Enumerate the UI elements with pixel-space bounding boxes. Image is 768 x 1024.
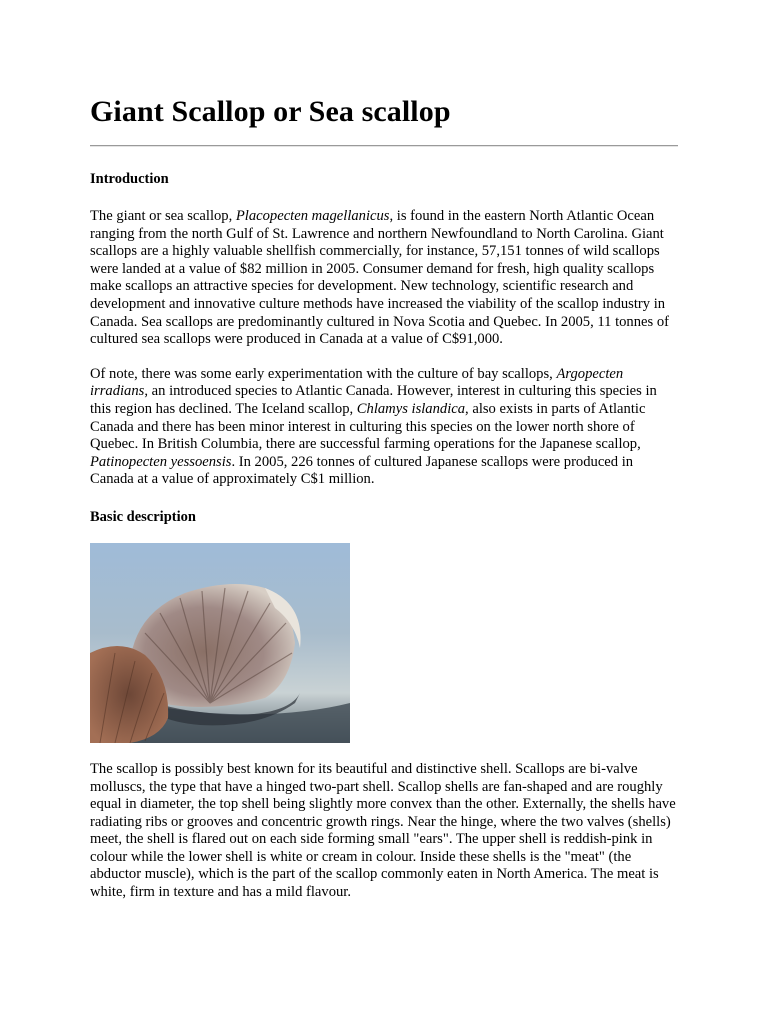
text-run: . In 2005, 226 tonnes of cultured Japanese scallops were produced in Canada at a value of approximately C$1 million. — [90, 453, 634, 488]
paragraph-intro-2 — [90, 366, 680, 489]
page-title: Giant Scallop or Sea scallop — [90, 95, 451, 128]
text-run: The giant or sea scallop, — [90, 208, 236, 224]
species-name: Patinopecten yessoensis — [90, 453, 232, 470]
paragraph-intro-1 — [90, 208, 680, 349]
species-name: Argopecten irradians — [90, 365, 624, 400]
text-run: Of note, there was some early experimentation with the culture of bay scallops, — [90, 365, 557, 382]
section-heading-basic-description: Basic description — [90, 508, 196, 525]
text-run: , is found in the eastern North Atlantic Ocean ranging from the north Gulf of St. Lawrence and northern Newfoundland to North Carolina. Giant scallops are a highly valuable shellfish commercially, for instance, 57,151 tonnes of wild scallops were landed at a value of $82 million in 2005. Consumer demand for fresh, high quality scallops make scallops an attractive species for development. New technology, scientific research and development and innovative culture methods have increased the viability of the scallop industry in Canada. Sea scallops are predominantly cultured in Nova Scotia and Quebec. In 2005, 11 tonnes of cultured sea scallops were produced in Canada at a value of C$91,000. — [90, 208, 669, 348]
title-divider — [90, 145, 678, 147]
paragraph-basic-description: The scallop is possibly best known for its beautiful and distinctive shell. Scallops are bi-valve molluscs, the type that have a hinged two-part shell. Scallop shells are fan-shaped and are roughly equal in diameter, the top shell being slightly more convex than the other. Externally, the shells have radiating ribs or grooves and concentric growth rings. Near the hinge, where the two valves (shells) meet, the shell is flared out on each side forming small "ears". The upper shell is reddish-pink in colour while the lower shell is white or cream in colour. Inside these shells is the "meat" (the abductor muscle), which is the part of the scallop commonly eaten in North America. The meat is white, firm in texture and has a mild flavour. — [90, 760, 676, 901]
scallop-photo — [90, 543, 350, 743]
species-name: Chlamys islandica — [356, 400, 466, 417]
text-run: , an introduced species to Atlantic Canada. However, interest in culturing this species in this region has declined. The Iceland scallop, — [90, 383, 657, 417]
document-page — [90, 94, 680, 902]
text-run: , also exists in parts of Atlantic Canada and there has been minor interest in culturing this species on the lower north shore of Quebec. In British Columbia, there are successful farming operations for the Japanese scallop, — [90, 400, 646, 453]
species-name: Placopecten magellanicus — [235, 208, 390, 224]
section-heading-introduction: Introduction — [90, 171, 169, 187]
